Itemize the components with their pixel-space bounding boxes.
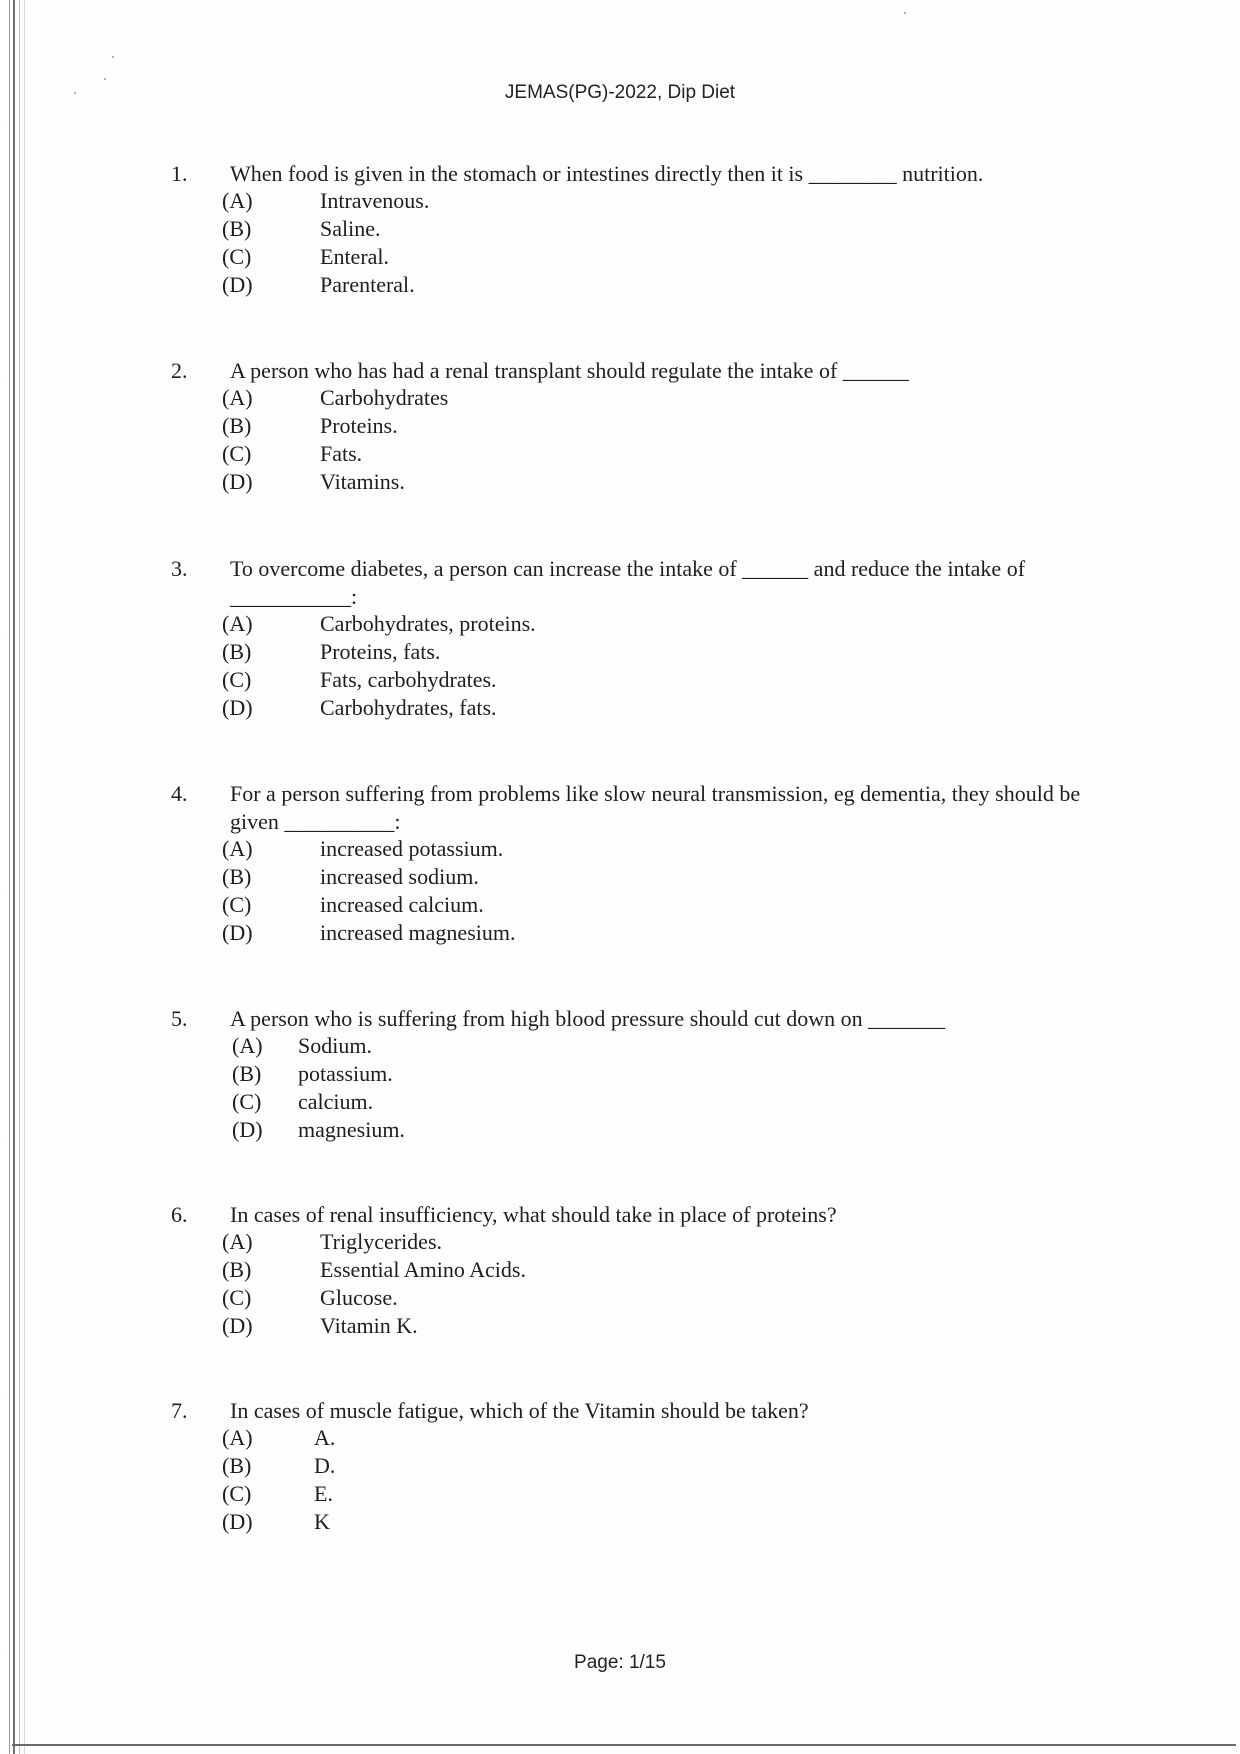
- question-number: 2.: [171, 358, 188, 383]
- question-number: 5.: [171, 1006, 188, 1031]
- option-a: [0, 187, 900, 215]
- option-text: increased sodium.: [320, 864, 479, 889]
- option-text: increased calcium.: [320, 892, 484, 917]
- option-key: (A): [232, 1033, 263, 1058]
- option-text: Proteins.: [320, 413, 398, 438]
- question-number: 4.: [171, 781, 188, 806]
- option-text: calcium.: [298, 1089, 374, 1114]
- option-key: (C): [222, 667, 252, 692]
- option-c: [0, 1284, 900, 1312]
- option-key: (D): [222, 469, 253, 494]
- question-text: In cases of renal insufficiency, what should take in place of proteins?: [230, 1202, 837, 1227]
- question-text: In cases of muscle fatigue, which of the Vitamin should be taken?: [230, 1398, 809, 1423]
- option-key: (B): [232, 1061, 262, 1086]
- option-text: Carbohydrates: [320, 385, 449, 410]
- option-d: [0, 1312, 900, 1340]
- option-d: [0, 271, 900, 299]
- option-text: Carbohydrates, proteins.: [320, 611, 536, 636]
- scan-speck: [904, 12, 906, 14]
- question-text: A person who is suffering from high blood pressure should cut down on _______: [230, 1006, 946, 1031]
- option-b: [0, 1060, 900, 1088]
- option-c: [0, 440, 900, 468]
- option-a: [0, 610, 900, 638]
- option-text: Vitamin K.: [320, 1313, 418, 1338]
- scan-bottom-line: [12, 1744, 1236, 1746]
- option-key: (A): [222, 1229, 253, 1254]
- option-d: [0, 468, 900, 496]
- option-a: [0, 1424, 900, 1452]
- option-text: increased potassium.: [320, 836, 504, 861]
- option-key: (C): [222, 1285, 252, 1310]
- question-number: 1.: [171, 161, 188, 186]
- option-d: [0, 1116, 900, 1144]
- option-key: (A): [222, 1425, 253, 1450]
- option-key: (A): [222, 385, 253, 410]
- option-key: (D): [222, 1313, 253, 1338]
- option-c: [0, 243, 900, 271]
- option-key: (D): [222, 1509, 253, 1534]
- option-key: (B): [222, 413, 252, 438]
- option-key: (D): [222, 695, 253, 720]
- option-text: Saline.: [320, 216, 381, 241]
- page-footer: Page: 1/15: [574, 1652, 666, 1673]
- option-a: [0, 835, 900, 863]
- option-b: [0, 1452, 900, 1480]
- question-number: 6.: [171, 1202, 188, 1227]
- option-text: Glucose.: [320, 1285, 398, 1310]
- option-key: (C): [222, 441, 252, 466]
- option-text: Sodium.: [298, 1033, 372, 1058]
- option-key: (C): [232, 1089, 262, 1114]
- option-text: Carbohydrates, fats.: [320, 695, 497, 720]
- option-key: (B): [222, 864, 252, 889]
- question-number: 3.: [171, 556, 188, 581]
- option-text: Triglycerides.: [320, 1229, 443, 1254]
- option-text: Parenteral.: [320, 272, 415, 297]
- option-key: (B): [222, 1453, 252, 1478]
- option-text: magnesium.: [298, 1117, 405, 1142]
- option-key: (C): [222, 892, 252, 917]
- option-text: Fats, carbohydrates.: [320, 667, 497, 692]
- option-key: (A): [222, 611, 253, 636]
- option-key: (C): [222, 1481, 252, 1506]
- scan-speck: [104, 78, 106, 80]
- option-b: [0, 1256, 900, 1284]
- question-text: A person who has had a renal transplant should regulate the intake of ______: [230, 358, 909, 383]
- option-text: Essential Amino Acids.: [320, 1257, 526, 1282]
- option-key: (D): [232, 1117, 263, 1142]
- option-text: Enteral.: [320, 244, 390, 269]
- option-text: potassium.: [298, 1061, 393, 1086]
- option-d: [0, 919, 900, 947]
- option-text: D.: [314, 1453, 336, 1478]
- option-text: Intravenous.: [320, 188, 430, 213]
- option-c: [0, 1480, 900, 1508]
- option-b: [0, 215, 900, 243]
- question-text: When food is given in the stomach or intestines directly then it is ________ nutrition.: [230, 161, 984, 186]
- option-d: [0, 694, 900, 722]
- option-text: A.: [314, 1425, 336, 1450]
- option-text: increased magnesium.: [320, 920, 516, 945]
- option-key: (B): [222, 1257, 252, 1282]
- option-key: (A): [222, 836, 253, 861]
- option-c: [0, 891, 900, 919]
- question-text: To overcome diabetes, a person can increase the intake of ______ and reduce the intake of ___________:: [230, 556, 1026, 609]
- option-text: E.: [314, 1481, 333, 1506]
- question-text: For a person suffering from problems like slow neural transmission, eg dementia, they should be given __________:: [230, 781, 1081, 834]
- option-text: Fats.: [320, 441, 363, 466]
- option-text: Vitamins.: [320, 469, 405, 494]
- question-number: 7.: [171, 1398, 188, 1423]
- option-key: (D): [222, 920, 253, 945]
- option-d: [0, 1508, 900, 1536]
- option-key: (B): [222, 216, 252, 241]
- option-a: [0, 1032, 900, 1060]
- option-text: Proteins, fats.: [320, 639, 441, 664]
- option-b: [0, 638, 900, 666]
- option-a: [0, 1228, 900, 1256]
- option-a: [0, 384, 900, 412]
- option-key: (A): [222, 188, 253, 213]
- scan-speck: [112, 56, 114, 58]
- option-key: (C): [222, 244, 252, 269]
- page-header: JEMAS(PG)-2022, Dip Diet: [504, 82, 736, 103]
- option-key: (B): [222, 639, 252, 664]
- option-key: (D): [222, 272, 253, 297]
- option-c: [0, 1088, 900, 1116]
- option-c: [0, 666, 900, 694]
- option-b: [0, 863, 900, 891]
- option-b: [0, 412, 900, 440]
- option-text: K: [314, 1509, 330, 1534]
